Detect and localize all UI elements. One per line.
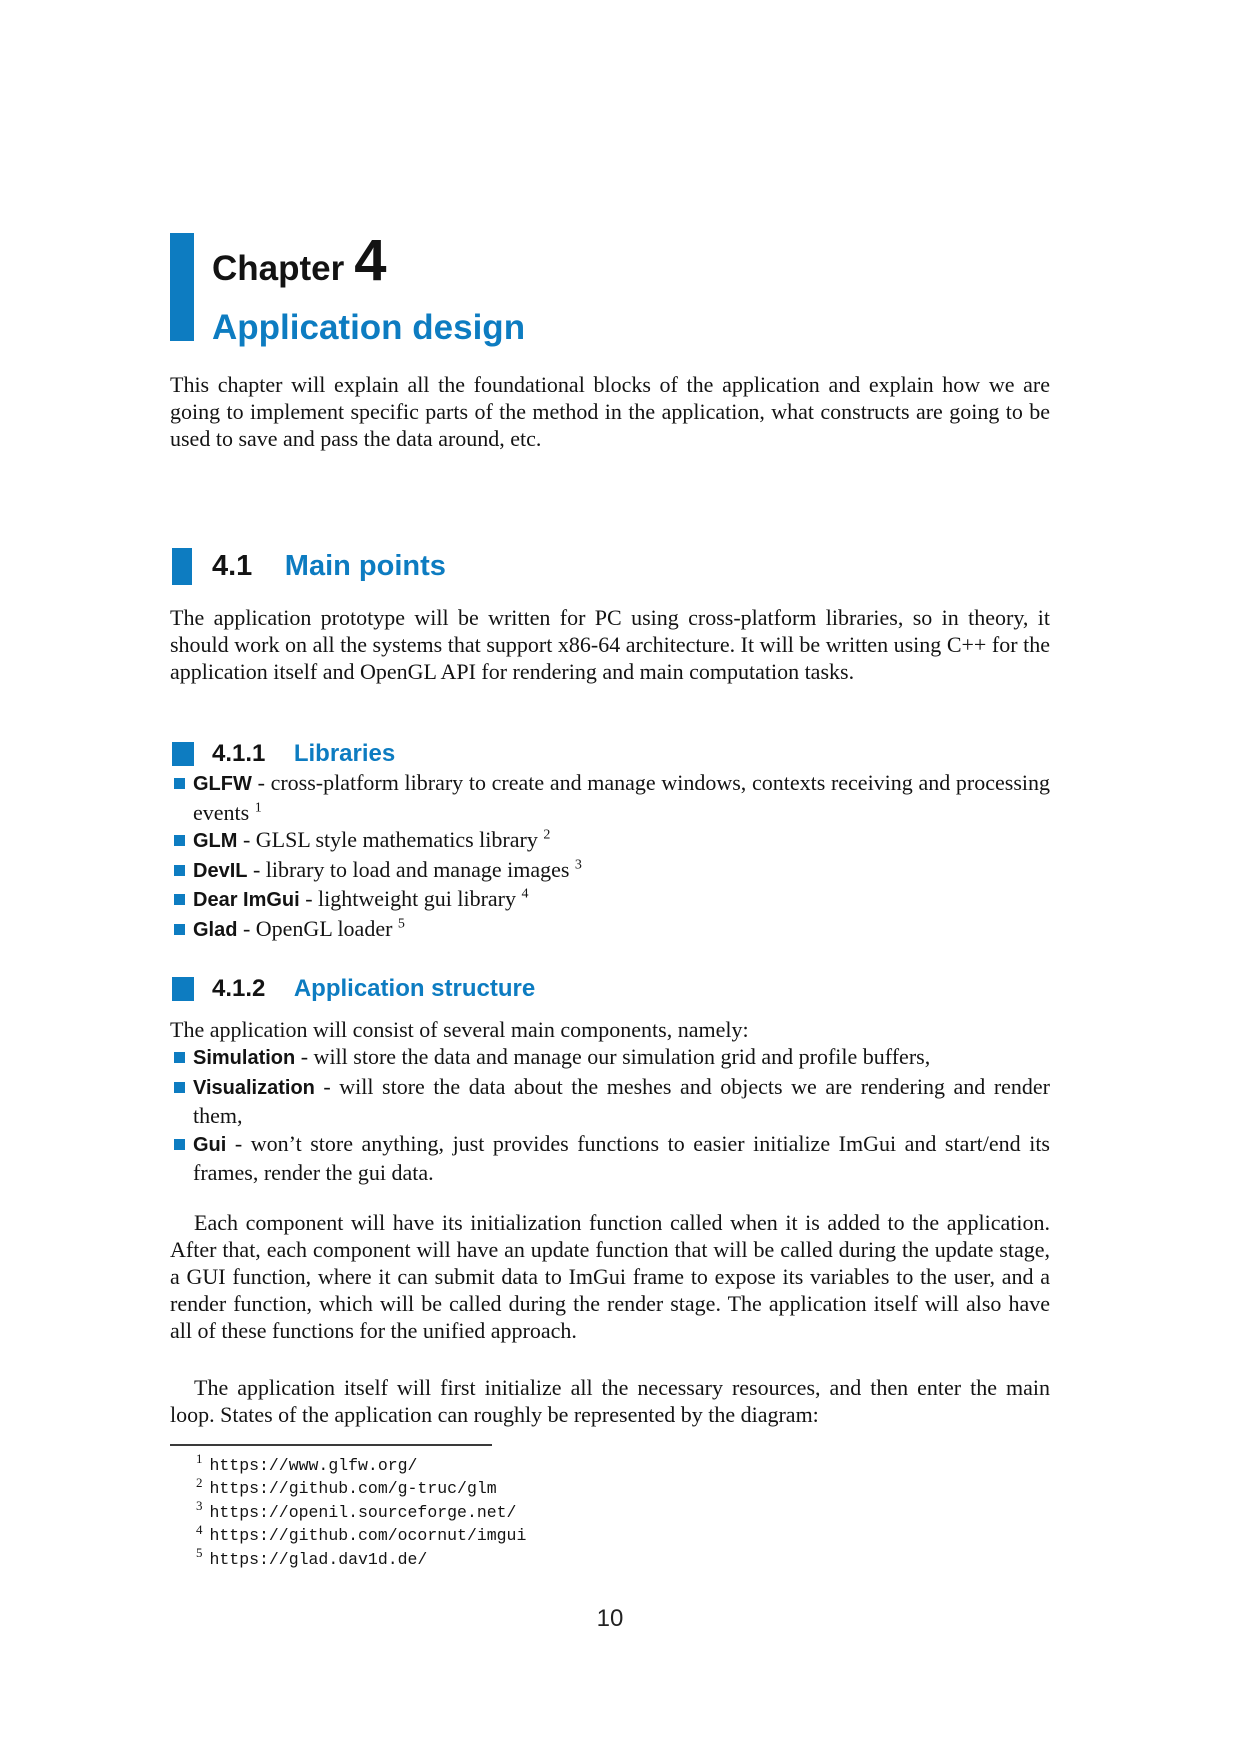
library-desc: - library to load and manage images (252, 856, 570, 882)
components-paragraph-1: Each component will have its initialization function called when it is added to the application. After that, each component will have an update function that will be called during the update stage, a GUI function, where it can submit data to ImGui frame to expose its variables to the user, and a render function, which will be called during the render stage. The application itself will also have all of these functions for the unified approach. (170, 1209, 1050, 1343)
library-desc: - GLSL style mathematics library (242, 827, 538, 852)
footnote-link[interactable]: https://glad.dav1d.de/ (209, 1549, 428, 1569)
footnote-number: 4 (196, 1521, 203, 1537)
footnote-list (170, 1451, 1050, 1572)
bullet-square-icon (174, 835, 185, 846)
bullet-square-icon (174, 1052, 185, 1063)
bullet-square-icon (174, 894, 185, 905)
list-item (170, 915, 1050, 945)
subsection-number: 4.1.1 (212, 740, 266, 767)
bullet-square-icon (174, 778, 185, 789)
footnote-item (170, 1521, 1050, 1548)
chapter-header (170, 228, 1050, 347)
library-term: GLFW (193, 773, 252, 795)
libraries-list (170, 769, 1050, 944)
chapter-number: 4 (354, 228, 387, 293)
footnote-ref: 1 (254, 800, 262, 816)
chapter-title: Application design (212, 308, 526, 347)
section-number: 4.1 (212, 550, 253, 582)
intro-paragraph: This chapter will explain all the foundational blocks of the application and explain how we are going to implement specific parts of the method in the application, what constructs are going to be used to save and pass the data around, etc. (170, 372, 1050, 451)
components-paragraph-2: The application itself will first initialize all the necessary resources, and then enter the main loop. States of the application can roughly be represented by the diagram: (170, 1374, 1050, 1427)
list-item (170, 769, 1050, 826)
section-4-1-paragraph: The application prototype will be written for PC using cross-platform libraries, so in theory, it should work on all the systems that support x86-64 architecture. It will be written using C++ for the application itself and OpenGL API for rendering and main computation tasks. (170, 605, 1050, 684)
footnote-ref: 2 (543, 827, 551, 843)
component-term: Visualization (193, 1076, 315, 1099)
component-term: Simulation (193, 1047, 296, 1069)
footnote-number: 5 (196, 1545, 203, 1560)
footnote-ref: 3 (574, 857, 582, 873)
list-item (170, 1043, 1050, 1073)
footnote-number: 3 (196, 1498, 203, 1513)
bullet-square-icon (174, 924, 185, 935)
footnote-link[interactable]: https://github.com/ocornut/imgui (209, 1526, 527, 1545)
footnote-ref: 5 (397, 916, 405, 932)
subsection-heading-4-1-2 (170, 974, 1050, 1004)
bullet-square-icon (174, 865, 185, 876)
library-desc: - cross-platform library to create and manage windows, contexts receiving and processing events (193, 770, 1051, 825)
footnote-link[interactable]: https://github.com/g-truc/glm (209, 1479, 497, 1498)
library-term: Glad (193, 918, 238, 941)
component-desc: - won’t store anything, just provides functions to easier initialize ImGui and start/end its frames, render the gui data. (193, 1130, 1050, 1185)
chapter-accent-bar (170, 233, 194, 341)
library-term: DevIL (193, 859, 248, 882)
bullet-square-icon (174, 1082, 185, 1093)
library-term: GLM (193, 830, 238, 852)
subsection-number: 4.1.2 (212, 975, 266, 1002)
component-desc: - will store the data and manage our simulation grid and profile buffers, (300, 1044, 931, 1069)
chapter-line (212, 228, 1050, 304)
footnote-item (170, 1545, 1050, 1572)
footnote-number: 2 (196, 1474, 203, 1490)
footnote-item (170, 1451, 1050, 1478)
section-heading-4-1 (170, 546, 1050, 586)
subsection-title: Libraries (293, 740, 396, 767)
footnote-item (170, 1474, 1050, 1501)
component-term: Gui (193, 1133, 227, 1156)
components-intro-paragraph: The application will consist of several main components, namely: (170, 1017, 749, 1042)
components-list (170, 1043, 1050, 1187)
list-item (170, 856, 1050, 886)
footnote-link[interactable]: https://openil.sourceforge.net/ (209, 1502, 517, 1522)
list-item (170, 826, 1050, 856)
page-number: 10 (596, 1605, 624, 1632)
library-term: Dear ImGui (193, 889, 300, 911)
component-desc: - will store the data about the meshes and objects we are rendering and render them, (193, 1073, 1050, 1128)
list-item (170, 885, 1050, 915)
footnotes (170, 1444, 1050, 1572)
subsection-heading-4-1-1 (170, 739, 1050, 769)
footnote-number: 1 (196, 1451, 203, 1466)
section-title: Main points (284, 550, 446, 582)
section-marker-square (172, 548, 192, 585)
subsection-title: Application structure (293, 975, 536, 1002)
footnote-ref: 4 (521, 886, 529, 902)
library-desc: - lightweight gui library (305, 886, 516, 911)
subsection-marker-square (172, 977, 194, 1001)
list-item (170, 1073, 1050, 1130)
library-desc: - OpenGL loader (242, 915, 393, 941)
bullet-square-icon (174, 1139, 185, 1150)
footnote-item (170, 1498, 1050, 1525)
chapter-label: Chapter (212, 249, 345, 288)
footnote-link[interactable]: https://www.glfw.org/ (209, 1455, 418, 1475)
footnote-rule (170, 1444, 492, 1446)
subsection-marker-square (172, 742, 194, 766)
list-item (170, 1130, 1050, 1187)
